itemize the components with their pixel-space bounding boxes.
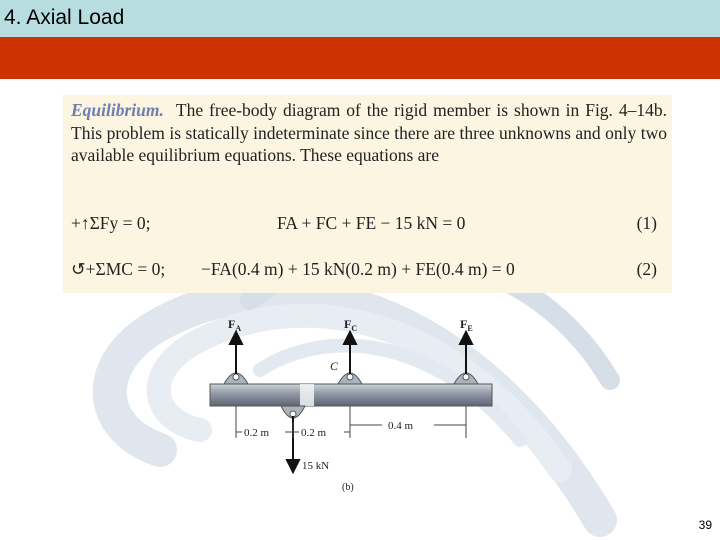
equation-condition: ↺+ΣMC = 0; [71, 259, 166, 279]
equation-body: −FA(0.4 m) + 15 kN(0.2 m) + FE(0.4 m) = 0 [201, 259, 515, 279]
figure-caption: (b) [342, 482, 354, 493]
force-label-e: $F_E$ [460, 317, 473, 333]
equation-1 [71, 213, 667, 237]
load-label: 15 kN [302, 460, 330, 472]
slide-title: 4. Axial Load [4, 6, 125, 29]
free-body-diagram [180, 298, 520, 498]
equation-body: FA + FC + FE − 15 kN = 0 [277, 213, 466, 233]
equation-condition: +↑ΣFy = 0; [71, 213, 151, 233]
equation-number: (2) [636, 259, 657, 279]
paragraph-text: The free-body diagram of the rigid member is shown in Fig. 4–14b. This problem is statically indeterminate since there are three unknowns and only two available equilibrium equations. These equations are [71, 100, 667, 165]
textbook-excerpt [63, 95, 672, 293]
dimension-label: 0.4 m [388, 420, 414, 432]
rigid-beam [210, 384, 492, 406]
equilibrium-paragraph [71, 99, 667, 167]
force-label-c: $F_C$ [344, 317, 358, 333]
accent-bar [0, 37, 720, 79]
paragraph-lead: Equilibrium. [71, 100, 164, 120]
dimension-label: 0.2 m [301, 427, 327, 439]
page-number: 39 [698, 518, 712, 532]
force-label-a: $F_A$ [228, 317, 242, 333]
point-label-c: C [330, 359, 339, 373]
title-bar [0, 0, 720, 37]
equation-number: (1) [636, 213, 657, 233]
dimension-label: 0.2 m [244, 427, 270, 439]
equation-2 [71, 259, 667, 283]
